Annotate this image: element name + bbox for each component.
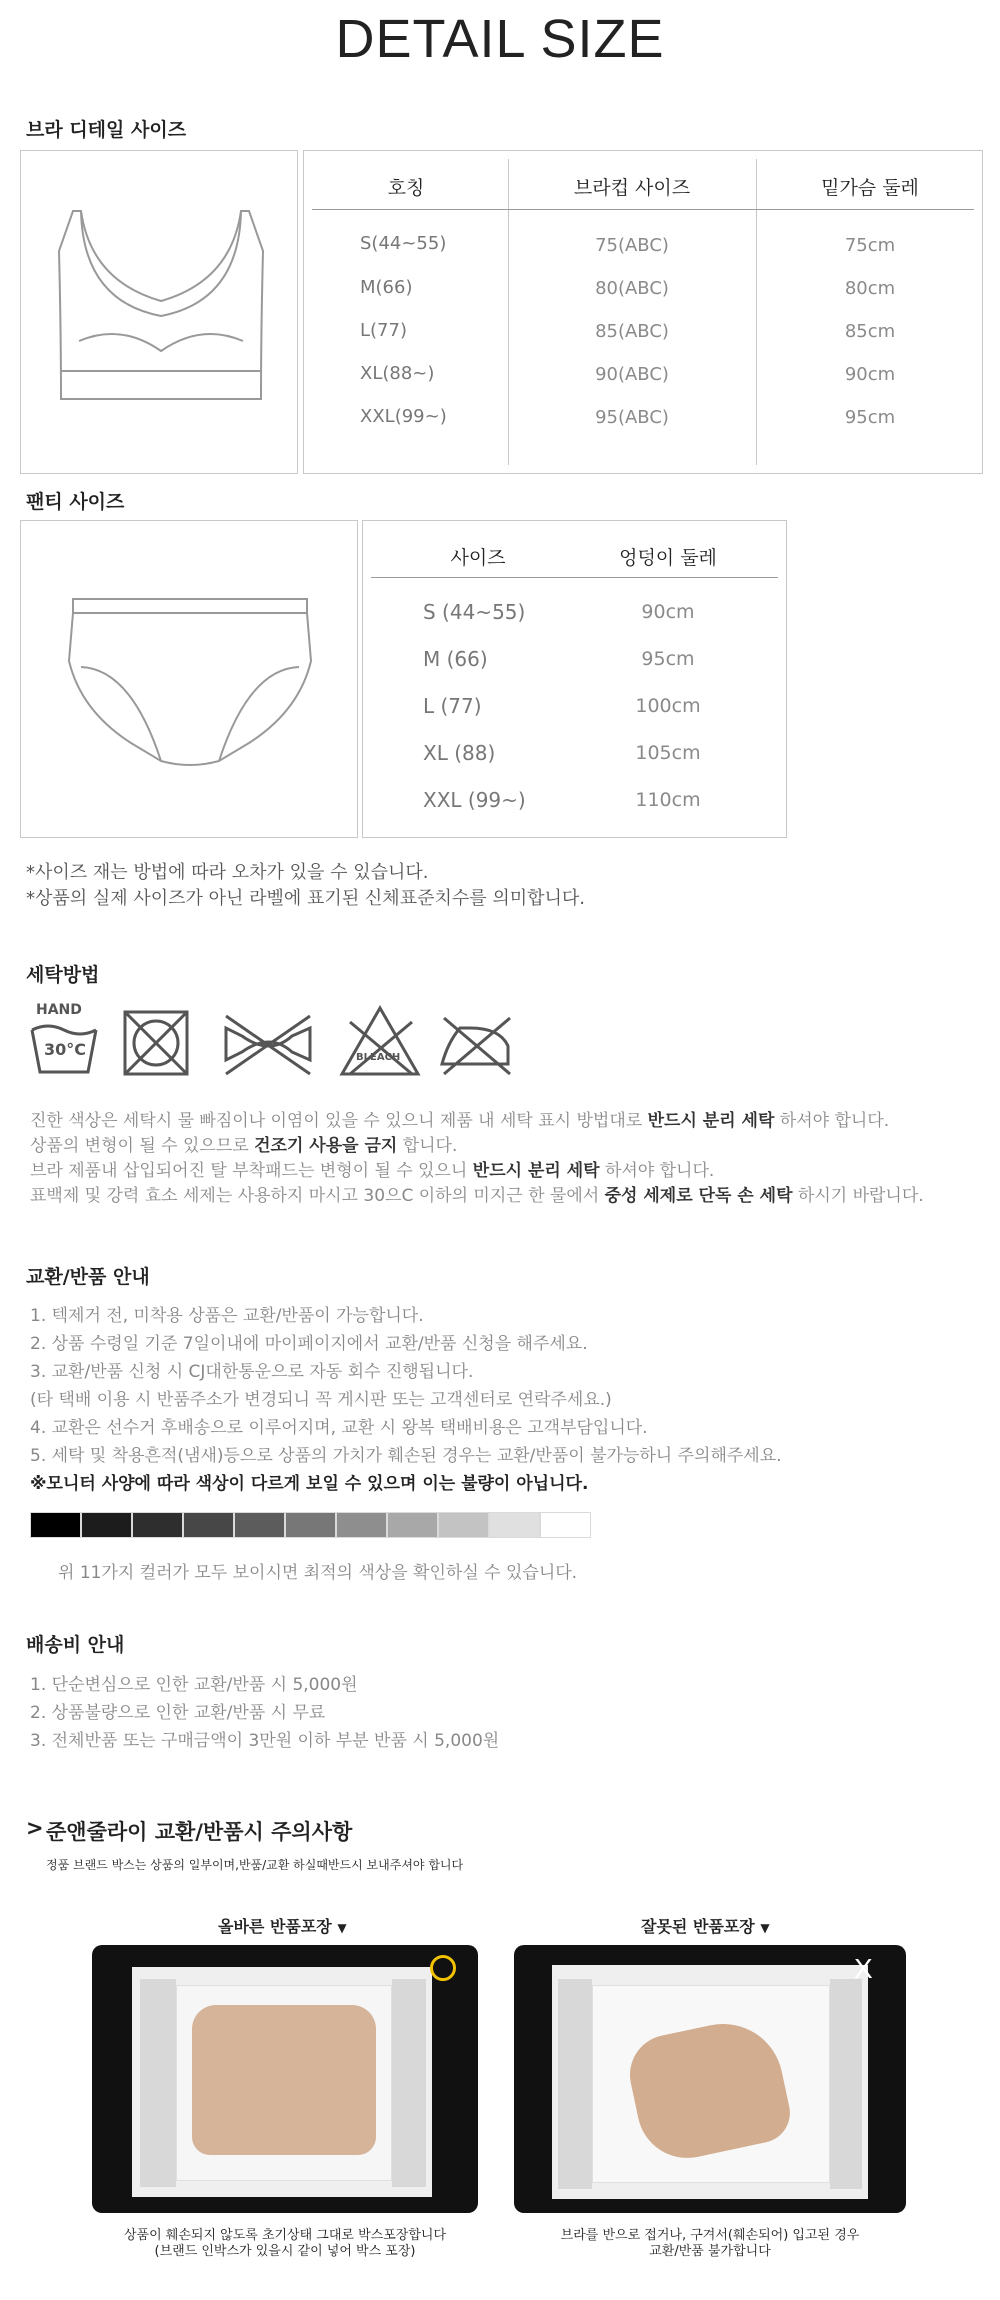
panty-header-size: 사이즈 <box>450 547 506 569</box>
color-swatch <box>30 1512 81 1538</box>
triangle-down-icon: ▼ <box>337 1921 347 1935</box>
wash-text: 하셔야 합니다. <box>774 1111 890 1131</box>
good-caption: (브랜드 인박스가 있을시 같이 넣어 박스 포장) <box>154 2244 416 2259</box>
hand-wash-30-icon: HAND <box>36 1002 82 1018</box>
no-wring-icon <box>226 1016 310 1074</box>
wash-text: 하시기 바랍니다. <box>792 1186 924 1206</box>
list-item: 3. 전체반품 또는 구매금액이 3만원 이하 부분 반품 시 5,000원 <box>30 1731 500 1751</box>
wash-text: 상품의 변형이 될 수 있으므로 <box>30 1136 255 1156</box>
table-cell: XXL (99~) <box>423 788 526 812</box>
table-cell: 75cm <box>844 235 896 256</box>
color-swatch <box>132 1512 183 1538</box>
box-flap <box>392 1979 426 2187</box>
wash-emphasis: 반드시 분리 세탁 <box>472 1161 600 1181</box>
table-cell: L (77) <box>423 694 482 718</box>
wash-instruction <box>30 1131 990 1156</box>
list-item: 3. 교환/반품 신청 시 CJ대한통운으로 자동 회수 진행됩니다. <box>30 1362 474 1382</box>
table-cell: 80cm <box>844 278 896 299</box>
page-title: DETAIL SIZE <box>335 9 665 69</box>
good-packing-text: 올바른 반품포장 <box>218 1917 332 1936</box>
panty-illustration <box>21 521 359 839</box>
color-swatch <box>387 1512 438 1538</box>
bad-caption: 브라를 반으로 접거나, 구겨서(훼손되어) 입고된 경우 <box>560 2228 860 2243</box>
table-cell: M(66) <box>360 277 413 298</box>
list-item: 2. 상품불량으로 인한 교환/반품 시 무료 <box>30 1703 326 1723</box>
caution-heading: 준앤줄라이 교환/반품시 주의사항 <box>46 1820 353 1844</box>
bra-header-cup: 브라컵 사이즈 <box>573 177 691 199</box>
table-cell: 110cm <box>635 789 701 811</box>
good-packing-label <box>218 1914 347 1937</box>
triangle-down-icon: ▼ <box>760 1921 770 1935</box>
wash-emphasis: 중성 세제로 단독 손 세탁 <box>604 1186 793 1206</box>
no-tumble-dry-icon <box>125 1012 187 1074</box>
no-bleach-icon: BLEACH <box>356 1052 401 1063</box>
table-cell: 80(ABC) <box>595 278 669 299</box>
table-cell: 85(ABC) <box>595 321 669 342</box>
bra-size-heading: 브라 디테일 사이즈 <box>26 119 187 141</box>
table-cell: 85cm <box>844 321 896 342</box>
shipping-heading: 배송비 안내 <box>26 1634 125 1656</box>
good-packing-photo <box>92 1945 478 2213</box>
bra-size-table <box>303 150 983 474</box>
bra-illustration <box>21 151 299 475</box>
table-header-rule <box>312 209 974 210</box>
wrong-x-icon: X <box>854 1953 873 1984</box>
monitor-warning: ※모니터 사양에 따라 색상이 다르게 보일 수 있으며 이는 불량이 아닙니다. <box>30 1474 589 1494</box>
wash-emphasis: 건조기 사용을 금지 <box>254 1136 398 1156</box>
color-swatch <box>336 1512 387 1538</box>
wash-instruction <box>30 1106 990 1131</box>
color-swatch <box>234 1512 285 1538</box>
table-cell: 95cm <box>641 648 695 670</box>
good-caption: 상품이 훼손되지 않도록 초기상태 그대로 박스포장합니다 <box>123 2228 447 2243</box>
color-swatch <box>183 1512 234 1538</box>
panty-illustration-box <box>20 520 358 838</box>
color-swatch <box>489 1512 540 1538</box>
bra-illustration-box <box>20 150 298 474</box>
hand-wash-temp-label: 30°C <box>44 1040 87 1059</box>
table-cell: 90(ABC) <box>595 364 669 385</box>
list-item: 5. 세탁 및 착용흔적(냄새)등으로 상품의 가치가 훼손된 경우는 교환/반품이 불가능하니 주의해주세요. <box>30 1446 782 1466</box>
correct-circle-icon <box>430 1955 456 1981</box>
color-swatch-bar <box>30 1512 591 1538</box>
list-item: 1. 텍제거 전, 미착용 상품은 교환/반품이 가능합니다. <box>30 1306 424 1326</box>
table-cell: XL (88) <box>423 741 496 765</box>
care-icons <box>30 1002 530 1082</box>
list-item: (타 택배 이용 시 반품주소가 변경되니 꼭 게시판 또는 고객센터로 연락주세요.) <box>30 1390 612 1410</box>
panty-size-table <box>362 520 787 838</box>
bad-packing-photo <box>514 1945 906 2213</box>
color-swatch <box>81 1512 132 1538</box>
washing-heading: 세탁방법 <box>26 964 100 986</box>
wash-text: 진한 색상은 세탁시 물 빠짐이나 이염이 있을 수 있으니 제품 내 세탁 표시 방법대로 <box>30 1111 648 1131</box>
panty-size-heading: 팬티 사이즈 <box>26 491 125 513</box>
table-cell: 75(ABC) <box>595 235 669 256</box>
table-cell: S (44~55) <box>423 600 526 624</box>
product-image <box>192 2005 376 2155</box>
table-cell: 90cm <box>844 364 896 385</box>
table-cell: M (66) <box>423 647 488 671</box>
size-note: *사이즈 재는 방법에 따라 오차가 있을 수 있습니다. <box>26 862 429 883</box>
wash-instruction <box>30 1156 990 1181</box>
table-cell: 95(ABC) <box>595 407 669 428</box>
box-flap <box>830 1979 862 2189</box>
wash-emphasis: 반드시 분리 세탁 <box>647 1111 775 1131</box>
bad-packing-label <box>641 1914 770 1937</box>
bad-packing-text: 잘못된 반품포장 <box>641 1917 755 1936</box>
list-item: 1. 단순변심으로 인한 교환/반품 시 5,000원 <box>30 1675 358 1695</box>
color-swatch <box>438 1512 489 1538</box>
table-cell: 95cm <box>844 407 896 428</box>
box-flap <box>558 1979 592 2189</box>
color-swatch <box>285 1512 336 1538</box>
table-cell: 90cm <box>641 601 695 623</box>
box-flap <box>140 1979 176 2187</box>
size-note: *상품의 실제 사이즈가 아닌 라벨에 표기된 신체표준치수를 의미합니다. <box>26 888 586 909</box>
exchange-heading: 교환/반품 안내 <box>26 1266 150 1288</box>
swatch-caption: 위 11가지 컬러가 모두 보이시면 최적의 색상을 확인하실 수 있습니다. <box>58 1563 578 1583</box>
table-cell: S(44~55) <box>360 233 447 254</box>
wash-text: 브라 제품내 삽입되어진 탈 부착패드는 변형이 될 수 있으니 <box>30 1161 473 1181</box>
table-cell: XXL(99~) <box>360 406 447 427</box>
list-item: 2. 상품 수령일 기준 7일이내에 마이페이지에서 교환/반품 신청을 해주세요. <box>30 1334 588 1354</box>
bra-header-underbust: 밑가슴 둘레 <box>821 177 919 199</box>
wash-instruction <box>30 1181 990 1206</box>
list-item: 4. 교환은 선수거 후배송으로 이루어지며, 교환 시 왕복 택배비용은 고객부담입니다. <box>30 1418 648 1438</box>
wash-text: 표백제 및 강력 효소 세제는 사용하지 마시고 30으C 이하의 미지근 한 물에서 <box>30 1186 605 1206</box>
bad-caption: 교환/반품 불가합니다 <box>649 2244 771 2259</box>
color-swatch <box>540 1512 591 1538</box>
caution-subtext: 정품 브랜드 박스는 상품의 일부이며,반품/교환 하실때반드시 보내주셔야 합니다 <box>46 1858 464 1872</box>
bra-header-name: 호칭 <box>387 177 425 199</box>
wash-text: 합니다. <box>397 1136 458 1156</box>
table-cell: 105cm <box>635 742 701 764</box>
caution-arrow-icon: > <box>26 1816 44 1840</box>
no-iron-icon <box>442 1018 510 1074</box>
table-header-rule <box>371 577 778 578</box>
panty-header-hip: 엉덩이 둘레 <box>619 547 717 569</box>
table-cell: XL(88~) <box>360 363 435 384</box>
wash-text: 하셔야 합니다. <box>599 1161 715 1181</box>
table-cell: 100cm <box>635 695 701 717</box>
table-cell: L(77) <box>360 320 407 341</box>
